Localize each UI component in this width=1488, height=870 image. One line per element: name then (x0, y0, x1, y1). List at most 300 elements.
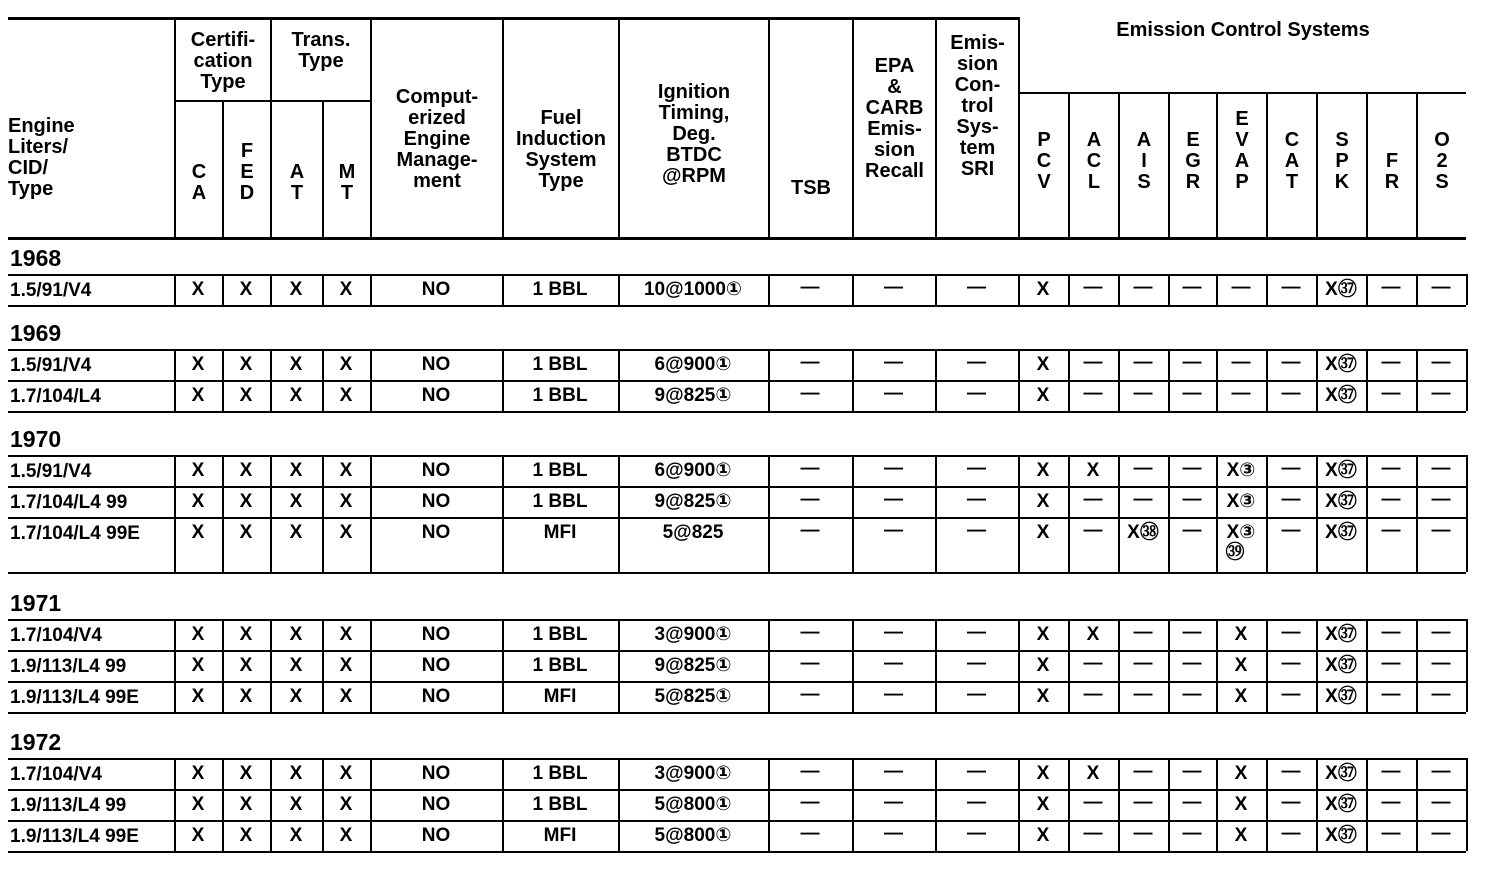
row-vline (1466, 274, 1468, 305)
cell-cat: — (1281, 277, 1301, 298)
cell-tsb: — (800, 792, 820, 813)
row-vline (222, 517, 224, 572)
year-label: 1972 (10, 729, 62, 755)
row-vline (322, 349, 324, 380)
cell-ais: — (1133, 684, 1153, 705)
cell-fr: — (1381, 823, 1401, 844)
row-vline (852, 789, 854, 820)
row-vline (502, 349, 504, 380)
row-vline (1216, 619, 1218, 650)
row-vline (322, 486, 324, 517)
row-vline (222, 349, 224, 380)
cell-ca: X (191, 825, 205, 846)
row-vline (1416, 650, 1418, 681)
cell-tsb: — (800, 653, 820, 674)
cell-acl: — (1083, 684, 1103, 705)
row-vline (1168, 619, 1170, 650)
cell-fuel: 1 BBL (532, 794, 588, 815)
cell-cem: NO (421, 763, 451, 784)
row-vline (1266, 789, 1268, 820)
cell-cem: NO (421, 686, 451, 707)
cell-acl: X (1086, 460, 1100, 481)
row-vline (1118, 380, 1120, 411)
cell-o2s: — (1431, 489, 1451, 510)
cell-at: X (289, 385, 303, 406)
cell-spk: X㊲ (1325, 491, 1357, 512)
cell-o2s: — (1431, 352, 1451, 373)
row-vline (1466, 619, 1468, 650)
cell-evap: — (1231, 277, 1251, 298)
cell-acl: — (1083, 489, 1103, 510)
row-vline (1366, 619, 1368, 650)
row-vline (1266, 820, 1268, 851)
row-vline (1168, 517, 1170, 572)
row-vline (1366, 274, 1368, 305)
cell-spk: X㊲ (1325, 385, 1357, 406)
cell-ais: — (1133, 277, 1153, 298)
cell-ais: — (1133, 653, 1153, 674)
row-vline (1316, 486, 1318, 517)
row-vline (1466, 789, 1468, 820)
cell-pcv: X (1036, 686, 1050, 707)
row-vline (1018, 274, 1020, 305)
row-vline (322, 820, 324, 851)
row-vline (270, 789, 272, 820)
cell-pcv: X (1036, 655, 1050, 676)
cell-sri: — (967, 489, 986, 510)
cell-epa: — (884, 653, 903, 674)
cell-mt: X (339, 385, 353, 406)
cell-tsb: — (800, 823, 820, 844)
cell-ca: X (191, 686, 205, 707)
cell-pcv: X (1036, 624, 1050, 645)
row-vline (768, 619, 770, 650)
cell-cem: NO (421, 655, 451, 676)
row-vline (270, 486, 272, 517)
header-trans-mt: M T (338, 161, 356, 204)
row-vline (768, 681, 770, 712)
header-ecs-pcv: P C V (1036, 129, 1052, 193)
cell-epa: — (884, 489, 903, 510)
row-vline (502, 681, 504, 712)
cell-epa: — (884, 458, 903, 479)
row-vline (1466, 517, 1468, 572)
row-vline (1266, 758, 1268, 789)
row-vline (1118, 758, 1120, 789)
row-vline (502, 619, 504, 650)
cell-sri: — (967, 458, 986, 479)
row-vline (222, 650, 224, 681)
row-vline (935, 650, 937, 681)
cell-fuel: 1 BBL (532, 763, 588, 784)
cell-egr: — (1182, 684, 1202, 705)
row-vline (1118, 517, 1120, 572)
row-vline (174, 758, 176, 789)
cell-ca: X (191, 522, 205, 543)
row-vline (768, 650, 770, 681)
cell-fr: — (1381, 653, 1401, 674)
row-vline (270, 274, 272, 305)
cell-ca: X (191, 763, 205, 784)
row-rule (8, 517, 1466, 519)
cell-at: X (289, 794, 303, 815)
cell-ais: — (1133, 383, 1153, 404)
row-vline (852, 758, 854, 789)
row-vline (1266, 650, 1268, 681)
row-vline (852, 455, 854, 486)
cell-timing: 5@825① (654, 686, 732, 707)
row-vline (935, 486, 937, 517)
cell-egr: — (1182, 383, 1202, 404)
row-vline (618, 517, 620, 572)
cell-cat: — (1281, 823, 1301, 844)
cell-ais: — (1133, 792, 1153, 813)
cell-mt: X (339, 825, 353, 846)
header-fuel-induction: Fuel Induction System Type (516, 107, 606, 192)
row-rule (8, 380, 1466, 382)
cell-evap: X③ (1226, 491, 1256, 512)
cell-fr: — (1381, 792, 1401, 813)
row-vline (935, 758, 937, 789)
row-vline (935, 380, 937, 411)
cell-egr: — (1182, 792, 1202, 813)
cell-fr: — (1381, 520, 1401, 541)
cell-fr: — (1381, 352, 1401, 373)
cell-cem: NO (421, 825, 451, 846)
row-vline (270, 380, 272, 411)
year-rule (8, 619, 1466, 621)
cell-tsb: — (800, 684, 820, 705)
row-vline (1068, 681, 1070, 712)
cell-ais: — (1133, 352, 1153, 373)
row-vline (935, 619, 937, 650)
row-vline (768, 758, 770, 789)
row-vline (1168, 681, 1170, 712)
cell-spk: X㊲ (1325, 686, 1357, 707)
cell-ca: X (191, 655, 205, 676)
row-vline (935, 349, 937, 380)
row-vline (1068, 517, 1070, 572)
cell-epa: — (884, 383, 903, 404)
row-vline (1216, 758, 1218, 789)
cell-tsb: — (800, 458, 820, 479)
cell-pcv: X (1036, 763, 1050, 784)
cell-fuel: MFI (543, 686, 577, 707)
cell-epa: — (884, 622, 903, 643)
cell-fr: — (1381, 458, 1401, 479)
row-vline (935, 455, 937, 486)
cell-epa: — (884, 520, 903, 541)
row-vline (935, 820, 937, 851)
row-vline (322, 758, 324, 789)
row-vline (1018, 486, 1020, 517)
row-vline (1068, 789, 1070, 820)
cell-cat: — (1281, 352, 1301, 373)
cell-cat: — (1281, 489, 1301, 510)
cell-egr: — (1182, 761, 1202, 782)
cell-fuel: 1 BBL (532, 624, 588, 645)
cell-cat: — (1281, 653, 1301, 674)
cell-timing: 3@900① (654, 624, 732, 645)
year-label: 1970 (10, 426, 62, 452)
row-vline (1366, 380, 1368, 411)
row-vline (1366, 517, 1368, 572)
row-vline (1266, 681, 1268, 712)
row-vline (370, 758, 372, 789)
cell-fed: X (239, 354, 253, 375)
header-vline (1018, 17, 1020, 238)
cell-acl: X (1086, 763, 1100, 784)
cell-ca: X (191, 385, 205, 406)
cell-sri: — (967, 792, 986, 813)
cell-ais: — (1133, 458, 1153, 479)
engine-type: 1.5/91/V4 (10, 355, 92, 376)
row-rule (8, 486, 1466, 488)
row-vline (370, 486, 372, 517)
row-vline (1466, 349, 1468, 380)
cell-sri: — (967, 352, 986, 373)
row-vline (1168, 486, 1170, 517)
row-rule (8, 789, 1466, 791)
cell-o2s: — (1431, 277, 1451, 298)
cell-fed: X (239, 279, 253, 300)
row-vline (222, 758, 224, 789)
cell-tsb: — (800, 277, 820, 298)
row-vline (768, 820, 770, 851)
cell-at: X (289, 624, 303, 645)
cell-egr: — (1182, 823, 1202, 844)
row-vline (852, 650, 854, 681)
row-vline (935, 681, 937, 712)
row-vline (618, 758, 620, 789)
cell-sri: — (967, 277, 986, 298)
row-rule (8, 572, 1466, 574)
row-vline (935, 789, 937, 820)
row-vline (370, 820, 372, 851)
header-ecs-acl: A C L (1086, 129, 1102, 193)
row-vline (1416, 820, 1418, 851)
row-vline (1018, 820, 1020, 851)
row-vline (768, 380, 770, 411)
row-vline (1118, 486, 1120, 517)
header-emission-control-systems: Emission Control Systems (1116, 19, 1370, 41)
row-vline (1366, 681, 1368, 712)
row-vline (1266, 380, 1268, 411)
cell-acl: — (1083, 383, 1103, 404)
row-vline (222, 681, 224, 712)
cell-evap: X③ (1226, 460, 1256, 481)
row-vline (322, 681, 324, 712)
cell-evap: — (1231, 383, 1251, 404)
row-vline (1416, 619, 1418, 650)
cell-acl: — (1083, 277, 1103, 298)
row-vline (1416, 455, 1418, 486)
cell-spk: X㊲ (1325, 794, 1357, 815)
row-vline (1316, 758, 1318, 789)
header-cert-ca: C A (191, 161, 207, 204)
cell-at: X (289, 354, 303, 375)
row-vline (1168, 789, 1170, 820)
header-ecs-evap: E V A P (1234, 108, 1250, 193)
cell-mt: X (339, 460, 353, 481)
cell-fed: X (239, 460, 253, 481)
row-vline (1466, 758, 1468, 789)
cell-ca: X (191, 460, 205, 481)
cell-fuel: MFI (543, 825, 577, 846)
year-rule (8, 758, 1466, 760)
row-vline (618, 789, 620, 820)
header-subgroup-rule (174, 100, 372, 102)
row-rule (8, 851, 1466, 853)
engine-type: 1.7/104/L4 99 (10, 492, 128, 513)
header-computerized-engine-management: Comput- erized Engine Manage- ment (395, 86, 479, 192)
row-vline (1416, 517, 1418, 572)
header-certification: Certifi- cation Type (190, 29, 256, 93)
row-rule (8, 650, 1466, 652)
row-vline (1416, 349, 1418, 380)
year-rule (8, 274, 1466, 276)
cell-tsb: — (800, 622, 820, 643)
header-tsb: TSB (791, 177, 831, 199)
row-vline (502, 789, 504, 820)
row-vline (322, 789, 324, 820)
row-vline (1018, 789, 1020, 820)
row-vline (1216, 517, 1218, 572)
row-vline (768, 517, 770, 572)
row-vline (1118, 274, 1120, 305)
row-vline (502, 455, 504, 486)
header-top-rule (8, 17, 1018, 20)
row-vline (1416, 789, 1418, 820)
row-vline (322, 274, 324, 305)
cell-spk: X㊲ (1325, 522, 1357, 543)
cell-fr: — (1381, 622, 1401, 643)
cell-mt: X (339, 624, 353, 645)
row-vline (174, 455, 176, 486)
cell-pcv: X (1036, 522, 1050, 543)
row-vline (618, 619, 620, 650)
engine-type: 1.5/91/V4 (10, 280, 92, 301)
row-vline (502, 650, 504, 681)
row-vline (618, 650, 620, 681)
row-vline (1216, 455, 1218, 486)
cell-timing: 9@825① (654, 655, 732, 676)
row-vline (1366, 486, 1368, 517)
row-vline (370, 380, 372, 411)
cell-cat: — (1281, 684, 1301, 705)
cell-timing: 10@1000① (643, 279, 743, 300)
row-vline (1266, 274, 1268, 305)
row-vline (1068, 455, 1070, 486)
engine-type: 1.7/104/L4 (10, 386, 101, 407)
cell-mt: X (339, 522, 353, 543)
row-vline (1118, 650, 1120, 681)
row-vline (1316, 517, 1318, 572)
row-vline (1416, 681, 1418, 712)
row-vline (322, 380, 324, 411)
cell-mt: X (339, 655, 353, 676)
row-vline (222, 274, 224, 305)
cell-o2s: — (1431, 520, 1451, 541)
row-vline (1018, 517, 1020, 572)
row-vline (1216, 274, 1218, 305)
row-vline (618, 681, 620, 712)
cell-spk: X㊲ (1325, 354, 1357, 375)
row-vline (502, 380, 504, 411)
cell-o2s: — (1431, 622, 1451, 643)
header-ecs-o2s: O 2 S (1434, 129, 1450, 193)
row-vline (174, 274, 176, 305)
cell-o2s: — (1431, 823, 1451, 844)
cell-fed: X (239, 385, 253, 406)
year-label: 1971 (10, 590, 62, 616)
cell-fed: X (239, 825, 253, 846)
row-vline (270, 455, 272, 486)
row-vline (1266, 455, 1268, 486)
row-vline (618, 455, 620, 486)
cell-acl: — (1083, 792, 1103, 813)
engine-type: 1.9/113/L4 99 (10, 795, 127, 816)
cell-fed: X (239, 491, 253, 512)
cell-evap: X (1234, 655, 1248, 676)
header-ecs-fr: F R (1384, 150, 1400, 193)
row-vline (1316, 681, 1318, 712)
cell-cat: — (1281, 622, 1301, 643)
row-vline (1068, 619, 1070, 650)
row-vline (270, 758, 272, 789)
cell-spk: X㊲ (1325, 624, 1357, 645)
cell-tsb: — (800, 761, 820, 782)
row-vline (1316, 274, 1318, 305)
cell-egr: — (1182, 277, 1202, 298)
cell-at: X (289, 460, 303, 481)
cell-sri: — (967, 761, 986, 782)
cell-at: X (289, 825, 303, 846)
row-vline (1266, 619, 1268, 650)
year-rule (8, 455, 1466, 457)
cell-tsb: — (800, 352, 820, 373)
cell-at: X (289, 686, 303, 707)
cell-epa: — (884, 684, 903, 705)
cell-fed: X (239, 763, 253, 784)
cell-fuel: 1 BBL (532, 491, 588, 512)
row-vline (174, 789, 176, 820)
header-ecs-egr: E G R (1185, 129, 1201, 193)
row-vline (370, 455, 372, 486)
cell-egr: — (1182, 622, 1202, 643)
row-rule (8, 681, 1466, 683)
year-label: 1969 (10, 320, 62, 346)
row-vline (1118, 455, 1120, 486)
row-rule (8, 712, 1466, 714)
row-vline (1216, 486, 1218, 517)
engine-type: 1.7/104/V4 (10, 625, 102, 646)
cell-egr: — (1182, 520, 1202, 541)
row-vline (1466, 650, 1468, 681)
row-vline (1316, 455, 1318, 486)
row-vline (270, 820, 272, 851)
row-vline (852, 820, 854, 851)
cell-fuel: 1 BBL (532, 460, 588, 481)
cell-epa: — (884, 823, 903, 844)
row-vline (222, 619, 224, 650)
cell-ca: X (191, 279, 205, 300)
cell-fuel: 1 BBL (532, 655, 588, 676)
row-vline (1216, 380, 1218, 411)
row-vline (222, 455, 224, 486)
row-vline (1068, 758, 1070, 789)
cell-tsb: — (800, 383, 820, 404)
